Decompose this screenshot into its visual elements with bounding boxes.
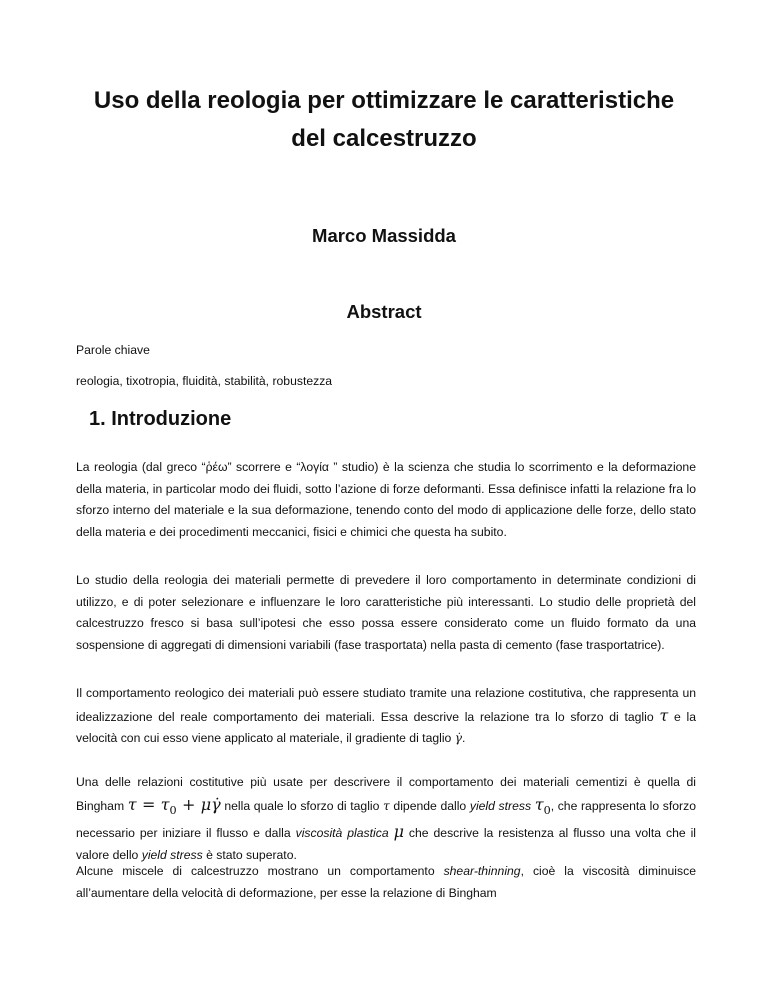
mu-symbol: μ bbox=[393, 822, 404, 842]
paper-title bbox=[60, 82, 708, 158]
title-line-1: Uso della reologia per ottimizzare le caratteristiche bbox=[93, 87, 675, 114]
tau-symbol: τ bbox=[383, 798, 390, 813]
tau-symbol: τ bbox=[659, 705, 669, 725]
author-name: Marco Massidda bbox=[312, 225, 456, 246]
yield-stress-term: yield stress bbox=[141, 847, 203, 862]
keywords-label: Parole chiave bbox=[76, 343, 150, 357]
paragraph-4-text: Una delle relazioni costitutive più usate per descrivere il comportamento dei materiali cementizi è quella di Bingham $\tau = \tau_0$ + μγ̇ nella quale lo sforzo di taglio τ dipende dallo yield stress $\tau_0$, che rappresenta lo sforzo necessario per iniziare il flusso e dalla viscosità plastica μ che descrive la resistenza al flusso una volta che il valore dello yield stress è stato superato. bbox=[76, 775, 696, 862]
shear-thinning-term: shear-thinning bbox=[443, 864, 521, 878]
shear-rate-symbol: γ̇ bbox=[454, 731, 463, 745]
paragraph-1 bbox=[76, 457, 696, 543]
paragraph-2 bbox=[76, 570, 696, 656]
paragraph-3-text: Il comportamento reologico dei materiali può essere studiato tramite una relazione costitutiva, che rappresenta un idealizzazione del reale comportamento dei materiali. Essa descrive la relazione tra lo sforzo di taglio τ e la velocità con cui esso viene applicato al materiale, il gradiente di taglio γ̇. bbox=[76, 686, 696, 745]
paragraph-1-text: La reologia (dal greco “ῥέω” scorrere e “λογία ” studio) è la scienza che studia lo scorrimento e la deformazione della materia, in particolar modo dei fluidi, sotto l’azione di forze deformanti. Essa definisce infatti la relazione fra lo sforzo interno del materiale e la sua deformazione, tenendo conto del modo di applicazione delle forze, dello stato della materia e dei procedimenti meccanici, fisici e chimici che questa ha subito. bbox=[76, 460, 696, 539]
yield-stress-term: yield stress bbox=[469, 798, 532, 813]
paragraph-5 bbox=[76, 861, 696, 904]
tau0-symbol: $\tau_0$ bbox=[534, 794, 551, 817]
abstract-heading: Abstract bbox=[346, 301, 422, 322]
plastic-viscosity-term: viscosità plastica bbox=[295, 826, 389, 841]
keywords-list: reologia, tixotropia, fluidità, stabilità, robustezza bbox=[76, 374, 333, 388]
section-heading-introduction: 1. Introduzione bbox=[89, 408, 232, 430]
paragraph-5-text: Alcune miscele di calcestruzzo mostrano un comportamento shear-thinning, cioè la viscosità diminuisce all’aumentare della velocità di deformazione, per esse la relazione di Bingham bbox=[76, 864, 696, 900]
paragraph-3 bbox=[76, 683, 696, 750]
paragraph-2-text: Lo studio della reologia dei materiali permette di prevedere il loro comportamento in determinate condizioni di utilizzo, e di poter selezionare e influenzare le loro caratteristiche più interessanti. Lo studio delle proprietà del calcestruzzo fresco si basa sull’ipotesi che esso possa essere considerato come un fluido formato da una sospensione di aggregati di dimensioni variabili (fase trasportata) nella pasta di cemento (fase trasportatrice). bbox=[76, 573, 696, 652]
title-line-2: del calcestruzzo bbox=[291, 125, 477, 152]
bingham-equation: $\tau = \tau_0$ + μγ̇ bbox=[127, 794, 221, 817]
paragraph-4 bbox=[76, 772, 696, 866]
